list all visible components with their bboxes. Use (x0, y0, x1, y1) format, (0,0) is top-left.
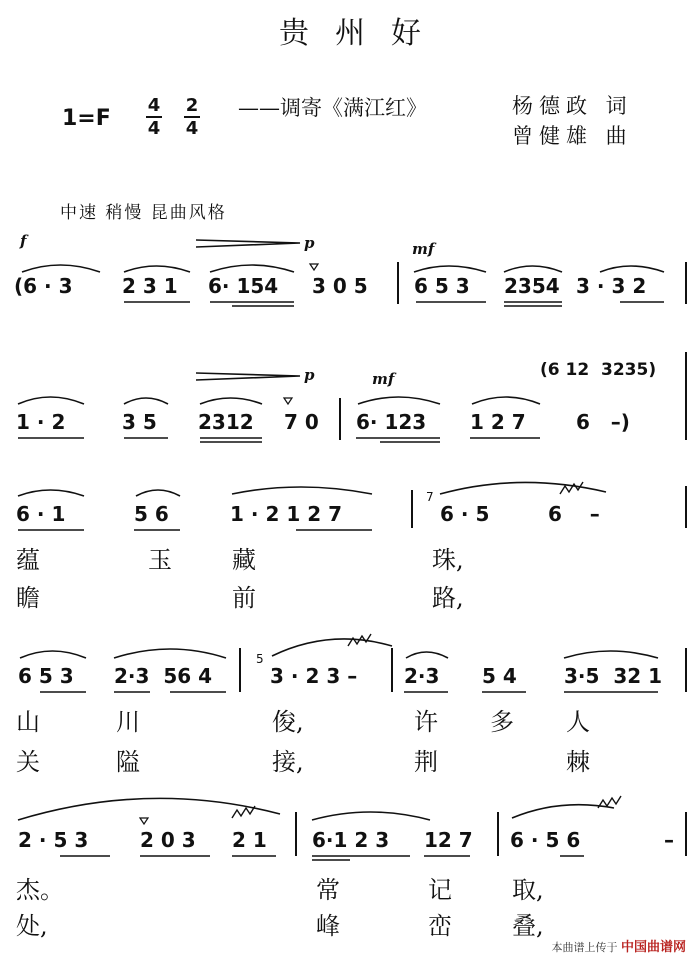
slur (124, 266, 190, 272)
note-group: 3 · 2 3 – (270, 664, 358, 688)
site-footer (551, 936, 686, 955)
slur (18, 397, 84, 404)
lyric: 玉 (148, 546, 172, 574)
slur (504, 266, 562, 272)
note-group: (6 · 3 (14, 274, 73, 298)
note-group: 6 · 5 (440, 502, 490, 526)
slur (600, 266, 664, 272)
lyric: 许 (414, 708, 438, 736)
lyric: 取, (512, 876, 544, 904)
note-group: 6 5 3 (18, 664, 74, 688)
lyric: 珠, (432, 546, 464, 574)
note-group: 1 2 7 (470, 410, 526, 434)
lyric: 荆 (414, 748, 438, 776)
slur (358, 397, 440, 404)
lyric: 关 (16, 748, 40, 776)
note-group: 6 · 5 6 (510, 828, 581, 852)
lyric: 接, (272, 748, 304, 776)
slur (124, 398, 168, 404)
lyric: 记 (428, 876, 452, 904)
note-group: 1 · 2 (16, 410, 66, 434)
lyric: 川 (116, 708, 140, 736)
lyric: 蕴 (16, 546, 40, 574)
mordent (560, 482, 583, 494)
alternate-ending: (6 12 3235) (540, 360, 657, 380)
lyric: 俊, (272, 708, 304, 736)
subtitle: ——调寄《满江红》 (238, 96, 427, 120)
lyric: 藏 (232, 546, 256, 574)
composer-credit: 曾健雄 曲 (512, 124, 633, 148)
lyric: 峦 (428, 912, 452, 940)
dynamic-forte: f (20, 232, 27, 250)
note-group: 1 · 2 1 2 7 (230, 502, 342, 526)
time-signature-4-4: 4 4 (147, 95, 161, 139)
slur (272, 639, 392, 656)
note-group: 2 3 1 (122, 274, 178, 298)
decrescendo-hairpin (196, 240, 300, 247)
slur (406, 652, 448, 658)
time-signature-2-4: 2 4 (185, 95, 199, 139)
lyric: 常 (316, 876, 340, 904)
grace-note: 5 (256, 652, 264, 666)
lyric: 前 (232, 584, 256, 612)
note-group: 2·3 56 4 (114, 664, 213, 688)
slur (414, 266, 486, 272)
dynamic-piano: p (304, 234, 315, 252)
note-group: 12 7 (424, 828, 473, 852)
tempo-marking: 中速 稍慢 昆曲风格 (60, 203, 227, 223)
dynamic-mezzo-forte: mf (412, 240, 435, 258)
note-group: 5 4 (482, 664, 517, 688)
note-group: 2312 (198, 410, 254, 434)
slur (22, 265, 100, 272)
lyric: 隘 (116, 748, 140, 776)
note-group: 6 –) (576, 410, 630, 434)
slur (312, 812, 430, 820)
note-group: 3 5 (122, 410, 157, 434)
lyricist-credit: 杨德政 词 (512, 94, 633, 118)
lyric: 峰 (316, 912, 340, 940)
slur (200, 398, 262, 404)
slur (20, 651, 86, 658)
note-group: 5 6 (134, 502, 169, 526)
dynamic-piano-2: p (304, 366, 315, 384)
lyric: 瞻 (16, 584, 40, 612)
slur (18, 490, 84, 496)
mordent (348, 634, 371, 646)
grace-note: 7 (426, 490, 434, 504)
note-group: 2 1 (232, 828, 267, 852)
note-group: 2354 (504, 274, 560, 298)
slur (232, 487, 372, 494)
slur (472, 397, 540, 404)
site-brand[interactable]: 中国曲谱网 (620, 940, 686, 955)
note-group: 2·3 (404, 664, 440, 688)
lyric: 人 (566, 708, 590, 736)
lyric: 山 (16, 708, 40, 736)
note-group: 6 – (548, 502, 600, 526)
lyric: 多 (490, 708, 514, 736)
slur (210, 265, 294, 272)
slur (136, 490, 180, 496)
lyric: 处, (16, 912, 48, 940)
lyric: 杰。 (16, 876, 64, 904)
slur (114, 649, 226, 658)
note-group: 3·5 32 1 (564, 664, 663, 688)
note-group: 7 0 (284, 410, 319, 434)
note-group: 6 5 3 (414, 274, 470, 298)
note-group: 3 0 5 (312, 274, 368, 298)
note-group: 2 · 5 3 (18, 828, 89, 852)
footer-text: 本曲谱上传于 (551, 941, 618, 954)
note-group: 6 · 1 (16, 502, 66, 526)
note-group: 2 0 3 (140, 828, 196, 852)
lyric: 叠, (512, 912, 544, 940)
note-group: 3 · 3 2 (576, 274, 647, 298)
note-group: 6· 123 (356, 410, 427, 434)
key-signature: 1=F (62, 106, 111, 131)
dynamic-mezzo-forte-2: mf (372, 370, 395, 388)
slur (564, 651, 658, 658)
note-group: – (664, 828, 674, 852)
song-title: 贵州好 (279, 16, 447, 51)
decrescendo-hairpin (196, 373, 300, 380)
note-group: 6· 154 (208, 274, 279, 298)
note-group: 6·1 2 3 (312, 828, 390, 852)
lyric: 路, (432, 584, 464, 612)
lyric: 棘 (566, 748, 590, 776)
